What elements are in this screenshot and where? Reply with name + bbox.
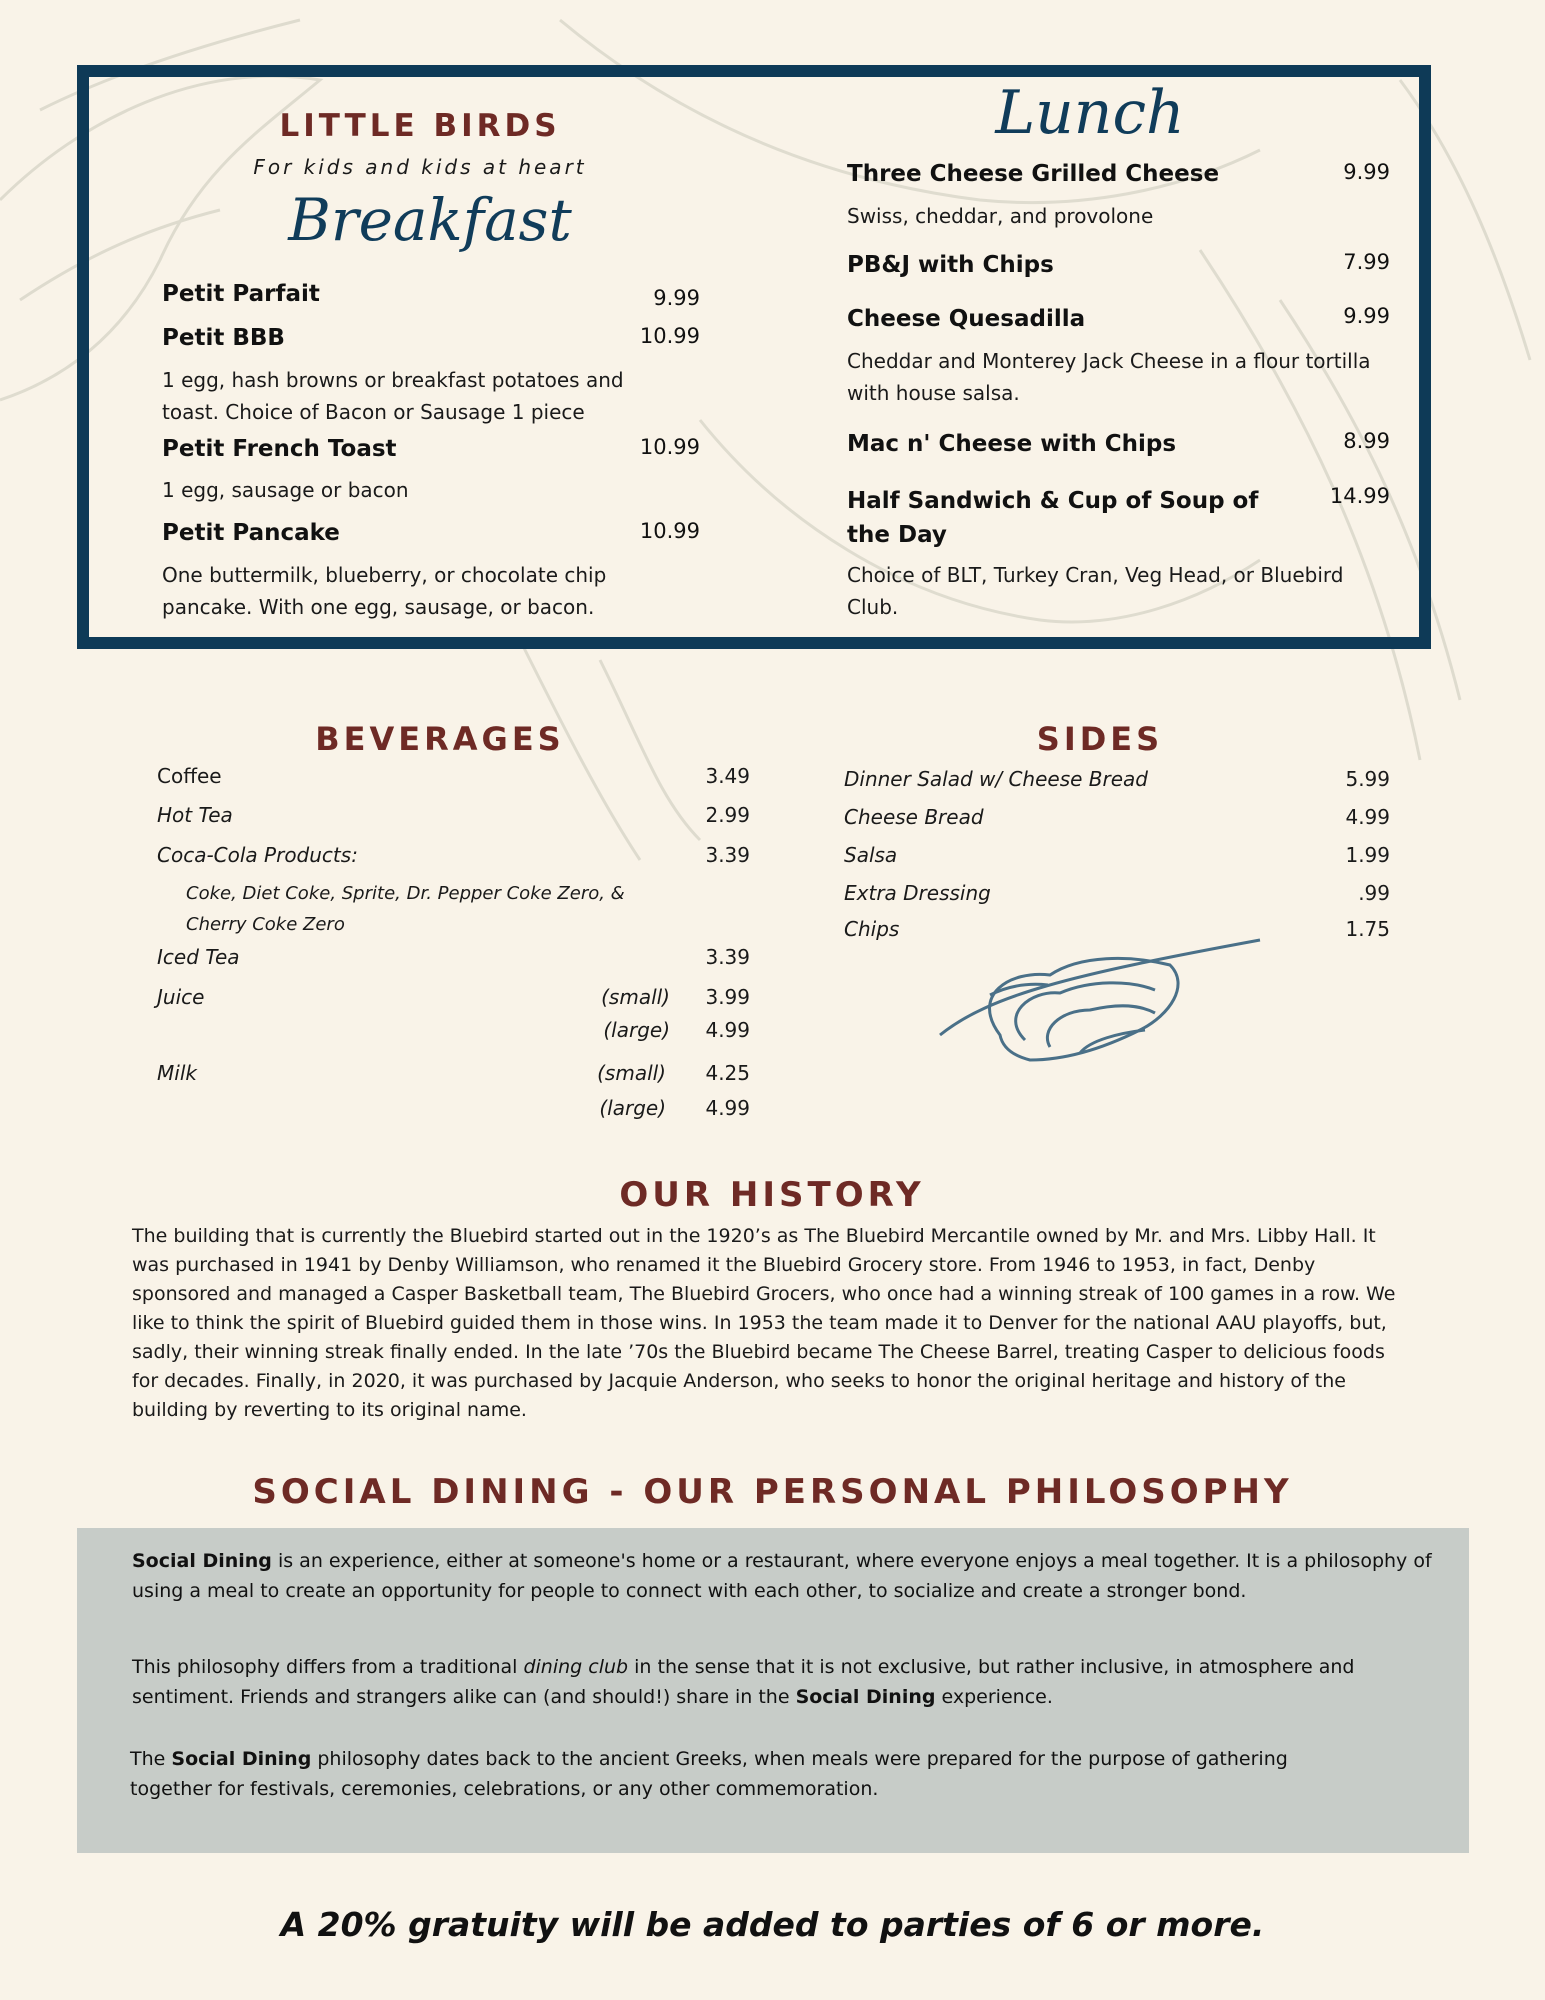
- little-birds-tagline: For kids and kids at heart: [253, 155, 587, 179]
- beverage-name: Juice: [157, 985, 205, 1009]
- beverage-name: Milk: [157, 1061, 197, 1085]
- beverage-price: 4.99: [705, 1096, 750, 1120]
- lunch-item-name: Cheese Quesadilla: [847, 306, 1086, 332]
- little-birds-title: LITTLE BIRDS: [279, 108, 561, 144]
- side-price: .99: [1358, 881, 1390, 905]
- breakfast-item-name: Petit BBB: [162, 325, 285, 351]
- breakfast-item-desc: 1 egg, sausage or bacon: [162, 478, 409, 502]
- social-p3-text-a: The: [130, 1748, 172, 1770]
- beverage-size: (large): [603, 1018, 670, 1042]
- breakfast-item-name: Petit French Toast: [162, 436, 397, 462]
- social-p3-text-b: philosophy dates back to the ancient Greeks, when meals were prepared for the purpose of gathering together for festivals, ceremonies, celebrations, or any other commemoration.: [130, 1748, 1288, 1800]
- breakfast-item-desc: 1 egg, hash browns or breakfast potatoes and toast. Choice of Bacon or Sausage 1 piece: [162, 368, 624, 424]
- social-title: SOCIAL DINING - OUR PERSONAL PHILOSOPHY: [252, 1472, 1293, 1512]
- beverage-name: Coca-Cola Products:: [157, 843, 358, 867]
- social-p2-italic: dining club: [523, 1656, 629, 1678]
- lunch-item-price: 9.99: [1343, 160, 1390, 184]
- beverages-title: BEVERAGES: [315, 720, 565, 758]
- social-term: Social Dining: [795, 1686, 936, 1708]
- gratuity-notice: A 20% gratuity will be added to parties of 6 or more.: [280, 1905, 1265, 1944]
- side-price: 4.99: [1345, 805, 1390, 829]
- sides-title: SIDES: [1036, 720, 1164, 758]
- feather-icon: [930, 935, 1270, 1075]
- lunch-item-price: 7.99: [1343, 250, 1390, 274]
- breakfast-item-price: 10.99: [639, 435, 700, 459]
- social-dining-box: [77, 1528, 1469, 1853]
- beverage-size: (small): [597, 1061, 666, 1085]
- beverage-name: Coffee: [157, 764, 222, 788]
- lunch-item-desc: Swiss, cheddar, and provolone: [847, 204, 1154, 228]
- lunch-item-name: Three Cheese Grilled Cheese: [847, 161, 1220, 187]
- lunch-item-name: PB&J with Chips: [847, 252, 1054, 278]
- breakfast-item-name: Petit Pancake: [162, 520, 340, 546]
- side-name: Chips: [844, 917, 900, 941]
- social-p1-text: is an experience, either at someone's home or a restaurant, where everyone enjoys a meal together. It is a philosophy of using a meal to create an opportunity for people to connect with each other, to socialize and create a stronger bond.: [132, 1550, 1432, 1602]
- social-paragraph-3: [130, 1744, 1370, 1804]
- history-title: OUR HISTORY: [619, 1175, 925, 1215]
- social-term: Social Dining: [171, 1748, 312, 1770]
- social-term: Social Dining: [132, 1550, 272, 1572]
- lunch-item-price: 9.99: [1343, 304, 1390, 328]
- beverage-price: 3.49: [705, 764, 750, 788]
- breakfast-title: Breakfast: [288, 186, 572, 254]
- social-p2-text-b: in the sense that it is not exclusive, but rather inclusive, in atmosphere and sentiment. Friends and strangers alike can (and should!) share in the: [132, 1656, 1355, 1708]
- side-name: Salsa: [844, 843, 898, 867]
- beverage-size: (small): [601, 985, 670, 1009]
- breakfast-item-price: 10.99: [639, 519, 700, 543]
- side-name: Extra Dressing: [844, 881, 991, 905]
- side-price: 1.75: [1345, 917, 1390, 941]
- breakfast-item-desc: One buttermilk, blueberry, or chocolate chip pancake. With one egg, sausage, or bacon.: [162, 563, 607, 619]
- lunch-item-name: Mac n' Cheese with Chips: [847, 431, 1177, 457]
- social-paragraph-2: [132, 1652, 1412, 1712]
- side-price: 1.99: [1345, 843, 1390, 867]
- lunch-title: Lunch: [995, 78, 1185, 148]
- beverage-size: (large): [599, 1096, 666, 1120]
- beverage-name: Hot Tea: [157, 803, 233, 827]
- breakfast-item-name: Petit Parfait: [162, 281, 320, 307]
- beverage-price: 3.39: [705, 945, 750, 969]
- side-name: Dinner Salad w/ Cheese Bread: [844, 767, 1148, 791]
- lunch-item-name: Half Sandwich & Cup of Soup of the Day: [847, 488, 1259, 548]
- beverage-price: 4.99: [705, 1018, 750, 1042]
- side-price: 5.99: [1345, 767, 1390, 791]
- beverage-price: 3.99: [705, 985, 750, 1009]
- lunch-item-desc: Cheddar and Monterey Jack Cheese in a flour tortilla with house salsa.: [847, 349, 1371, 405]
- side-name: Cheese Bread: [844, 805, 984, 829]
- lunch-item-price: 8.99: [1343, 429, 1390, 453]
- social-paragraph-1: [132, 1546, 1432, 1606]
- lunch-item-desc: Choice of BLT, Turkey Cran, Veg Head, or Bluebird Club.: [847, 563, 1344, 619]
- lunch-item-price: 14.99: [1329, 484, 1390, 508]
- history-text: The building that is currently the Bluebird started out in the 1920’s as The Bluebird Mercantile owned by Mr. and Mrs. Libby Hall. It was purchased in 1941 by Denby Williamson, who renamed it the Bluebird Grocery store. From 1946 to 1953, in fact, Denby sponsored and managed a Casper Basketball team, The Bluebird Grocers, who once had a winning streak of 100 games in a row. We like to think the spirit of Bluebird guided them in those wins. In 1953 the team made it to Denver for the national AAU playoffs, but, sadly, their winning streak finally ended. In the late ’70s the Bluebird became The Cheese Barrel, treating Casper to delicious foods for decades. Finally, in 2020, it was purchased by Jacquie Anderson, who seeks to honor the original heritage and history of the building by reverting to its original name.: [132, 1225, 1396, 1421]
- beverage-price: 3.39: [705, 843, 750, 867]
- social-p2-text-c: experience.: [935, 1686, 1053, 1708]
- breakfast-item-price: 9.99: [653, 286, 700, 310]
- beverage-note: Coke, Diet Coke, Sprite, Dr. Pepper Coke Zero, & Cherry Coke Zero: [186, 883, 625, 935]
- social-p2-text-a: This philosophy differs from a traditional: [132, 1656, 524, 1678]
- breakfast-item-price: 10.99: [639, 324, 700, 348]
- beverage-price: 4.25: [705, 1061, 750, 1085]
- beverage-price: 2.99: [705, 803, 750, 827]
- beverage-name: Iced Tea: [157, 945, 240, 969]
